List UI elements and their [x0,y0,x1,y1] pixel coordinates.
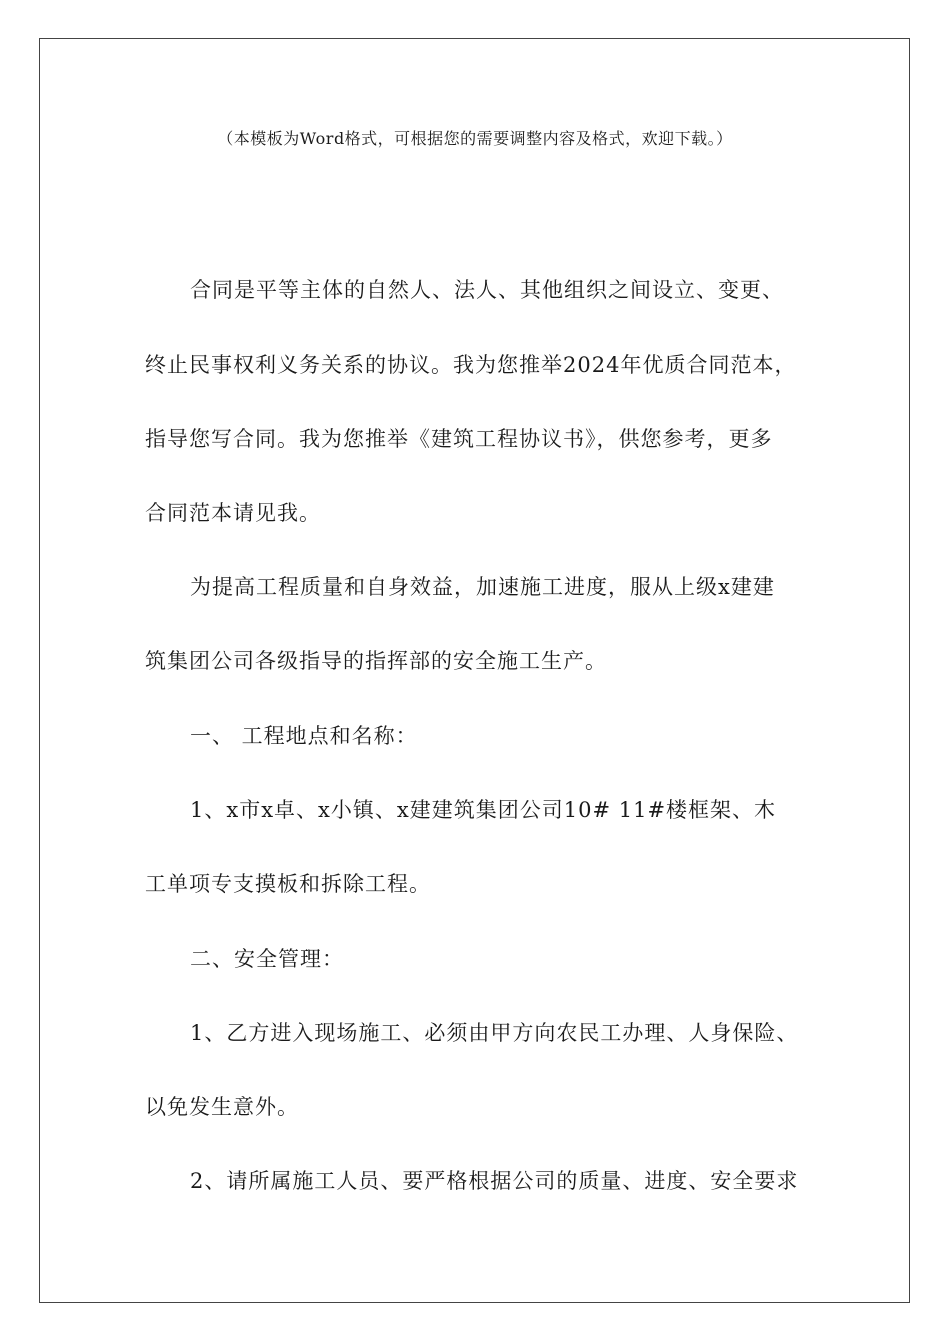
section-heading: 一、 工程地点和名称： [190,724,418,748]
section-heading: 二、安全管理： [190,947,344,971]
paragraph-line: 为提高工程质量和自身效益，加速施工进度，服从上级x建建 [190,575,775,599]
paragraph-line: 合同范本请见我。 [145,501,321,525]
paragraph-line: 终止民事权利义务关系的协议。我为您推举2024年优质合同范本， [145,353,797,377]
paragraph-line: 1、x市x卓、x小镇、x建建筑集团公司10# 11#楼框架、木 [190,798,777,822]
paragraph-line: 以免发生意外。 [145,1095,299,1119]
paragraph-line: 合同是平等主体的自然人、法人、其他组织之间设立、变更、 [190,278,784,302]
paragraph-line: 指导您写合同。我为您推举《建筑工程协议书》，供您参考，更多 [145,427,773,451]
paragraph-line: 1、乙方进入现场施工、必须由甲方向农民工办理、人身保险、 [190,1021,799,1045]
template-note: （本模板为Word格式，可根据您的需要调整内容及格式，欢迎下载。） [217,129,733,148]
paragraph-line: 筑集团公司各级指导的指挥部的安全施工生产。 [145,649,607,673]
paragraph-line: 2、请所属施工人员、要严格根据公司的质量、进度、安全要求 [190,1169,799,1193]
paragraph-line: 工单项专支摸板和拆除工程。 [145,872,431,896]
